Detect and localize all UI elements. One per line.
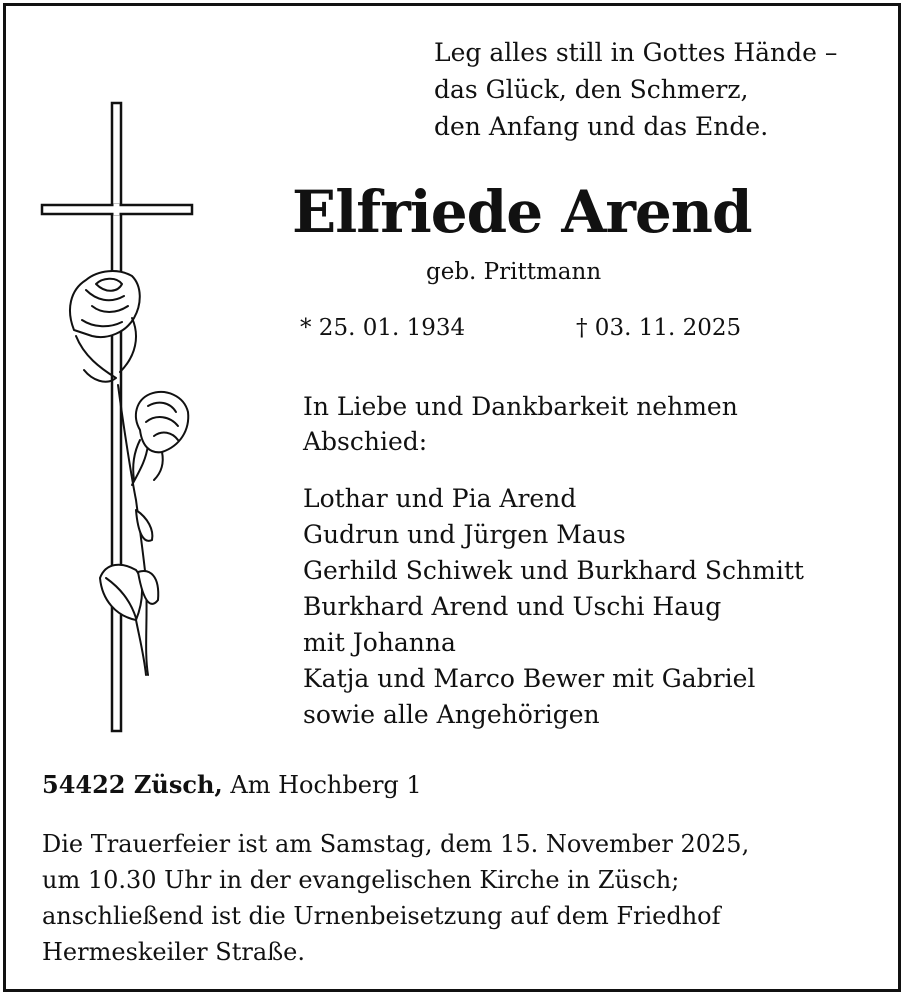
address-street: Am Hochberg 1 [230,771,422,799]
service-details [42,826,749,970]
mourner-entry: sowie alle Angehörigen [303,700,600,729]
service-line: um 10.30 Uhr in der evangelischen Kirche in Züsch; [42,866,680,894]
farewell-line: In Liebe und Dankbarkeit nehmen [303,392,738,421]
address-city: 54422 Züsch, [42,770,223,799]
cross-with-roses-icon [36,100,206,736]
deceased-name: Elfriede Arend [292,178,752,246]
address [42,767,422,803]
farewell-line: Abschied: [303,427,428,456]
poem [434,34,837,145]
poem-line: Leg alles still in Gottes Hände – [434,38,838,67]
mourner-entry: Gudrun und Jürgen Maus [303,520,626,549]
mourner-entry: Lothar und Pia Arend [303,484,577,513]
mourner-entry: Katja und Marco Bewer mit Gabriel [303,664,756,693]
poem-line: den Anfang und das Ende. [434,112,769,141]
service-line: anschließend ist die Urnenbeisetzung auf dem Friedhof [42,902,721,930]
farewell-text [303,389,738,459]
birth-date: * 25. 01. 1934 [300,315,466,341]
service-line: Die Trauerfeier ist am Samstag, dem 15. November 2025, [42,830,750,858]
mourner-entry: Gerhild Schiwek und Burkhard Schmitt [303,556,804,585]
death-date: † 03. 11. 2025 [576,315,742,341]
mourners-list [303,481,804,733]
mourner-entry: mit Johanna [303,628,456,657]
maiden-name: geb. Prittmann [426,259,602,285]
mourner-entry: Burkhard Arend und Uschi Haug [303,592,722,621]
poem-line: das Glück, den Schmerz, [434,75,749,104]
service-line: Hermeskeiler Straße. [42,938,306,966]
